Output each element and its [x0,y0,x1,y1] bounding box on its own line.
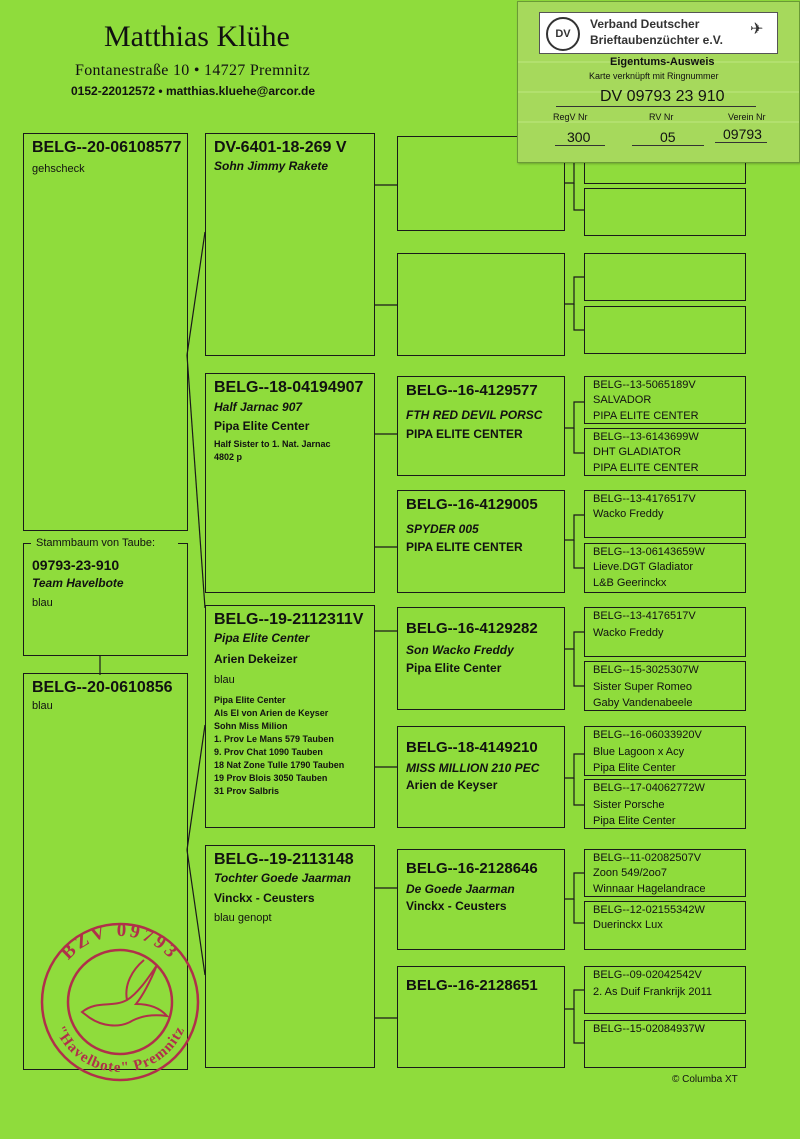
mf-color: blau [214,674,235,686]
g4-ring: BELG--17-04062772W [593,782,705,794]
card-title: Eigentums-Ausweis [610,56,715,68]
svg-text:BZV 09793 [57,920,183,964]
fm-box [205,373,375,593]
mm-name: Tochter Goede Jaarman [214,871,351,885]
club-stamp [32,920,212,1085]
mfm-box [397,726,565,828]
g4-box [584,376,746,424]
card-rule [715,142,767,143]
subject-frame-edge [23,543,31,544]
mm-ring: BELG--19-2113148 [214,851,354,868]
father-ring: BELG--20-06108577 [32,139,182,156]
g4-line: DHT GLADIATOR [593,446,682,458]
subject-frame-edge [178,543,188,544]
copyright-text: © Columba XT [672,1074,738,1085]
subject-box [23,537,188,656]
g4-ring: BELG--13-6143699W [593,431,699,443]
mmf-name: De Goede Jaarman [406,882,515,896]
ffy-box [397,253,565,356]
g4-line: Wacko Freddy [593,508,664,520]
fm-name: Half Jarnac 907 [214,400,303,414]
g4-box [584,779,746,829]
g4-box [584,661,746,711]
g4-box [584,726,746,776]
card-rule [556,106,756,107]
g4-line: Duerinckx Lux [593,919,663,931]
card-ring-number: DV 09793 23 910 [600,88,725,105]
g4-box [584,966,746,1014]
card-verein: 09793 [723,126,762,142]
g4-box [584,253,746,301]
mf-note: Sohn Miss Milion [214,721,288,731]
card-rv-label: RV Nr [649,112,674,122]
g4-line: Sister Porsche [593,799,665,811]
mff-box [397,607,565,710]
fmf-ring: BELG--16-4129577 [406,382,538,399]
mm-breeder: Vinckx - Ceusters [214,891,315,905]
fm-note: 4802 p [214,452,243,462]
mf-note: 19 Prov Blois 3050 Tauben [214,773,328,783]
g4-ring: BELG--12-02155342W [593,904,705,916]
g4-line: 2. As Duif Frankrijk 2011 [593,986,713,998]
mff-breeder: Pipa Elite Center [406,661,502,675]
mf-breeder: Arien Dekeizer [214,652,298,666]
g4-line: Wacko Freddy [593,627,664,639]
stamp-bottom-text: "Havelbote" Premnitz [51,1023,189,1077]
dv-logo-icon: DV [546,17,580,51]
fmm-breeder: PIPA ELITE CENTER [406,540,523,554]
father-color: gehscheck [32,163,85,175]
subject-color: blau [32,597,53,609]
fmf-name: FTH RED DEVIL PORSC [406,408,543,422]
g4-line: Lieve.DGT Gladiator [593,561,694,573]
g4-line: SALVADOR [593,394,652,406]
g4-box [584,188,746,236]
mf-ring: BELG--19-2112311V [214,611,364,628]
mfm-breeder: Arien de Keyser [406,778,498,792]
mmf-ring: BELG--16-2128646 [406,860,538,877]
mf-note: 18 Nat Zone Tulle 1790 Tauben [214,760,345,770]
g4-box [584,543,746,593]
subject-ring: 09793-23-910 [32,557,120,573]
mmf-breeder: Vinckx - Ceusters [406,899,507,913]
mm-color: blau genopt [214,912,272,924]
g4-ring: BELG--15-02084937W [593,1023,705,1035]
mf-name: Pipa Elite Center [214,631,310,645]
fm-note: Half Sister to 1. Nat. Jarnac [214,439,331,449]
mff-name: Son Wacko Freddy [406,643,514,657]
stamp-top-text: BZV 09793 [56,920,184,965]
subject-name: Team Havelbote [32,576,124,590]
card-org-line2: Brieftaubenzüchter e.V. [590,33,723,47]
fmm-box [397,490,565,593]
card-logo-panel [539,12,778,54]
g4-line: Blue Lagoon x Acy [593,746,685,758]
g4-ring: BELG--15-3025307W [593,664,699,676]
mmm-ring: BELG--16-2128651 [406,977,538,994]
mmm-box [397,966,565,1068]
mm-box [205,845,375,1068]
g4-line: Sister Super Romeo [593,681,693,693]
g4-line: Pipa Elite Center [593,762,676,774]
pigeon-icon: ✈ [750,21,764,38]
card-verein-label: Verein Nr [728,112,766,122]
card-subtitle: Karte verknüpft mit Ringnummer [589,71,719,81]
breeder-name: Matthias Klühe [104,20,290,53]
mf-note: 9. Prov Chat 1090 Tauben [214,747,323,757]
dove-icon [82,960,167,1025]
mf-note: Als El von Arien de Keyser [214,708,329,718]
g4-ring: BELG--11-02082507V [593,852,702,864]
mf-box [205,605,375,828]
g4-box [584,901,746,950]
mf-note: Pipa Elite Center [214,695,286,705]
mfm-ring: BELG--18-4149210 [406,739,538,756]
fmm-name: SPYDER 005 [406,522,479,536]
g4-line: Winnaar Hagelandrace [593,883,706,895]
g4-ring: BELG--13-4176517V [593,610,696,622]
mfm-name: MISS MILLION 210 PEC [406,761,540,775]
g4-box [584,490,746,538]
fm-breeder: Pipa Elite Center [214,419,310,433]
g4-ring: BELG--13-06143659W [593,546,705,558]
ff-ring: DV-6401-18-269 V [214,139,347,156]
ff-name: Sohn Jimmy Rakete [214,159,329,173]
g4-ring: BELG--09-02042542V [593,969,702,981]
card-rv: 05 [660,129,676,145]
g4-box [584,306,746,354]
g4-box [584,428,746,476]
g4-line: Pipa Elite Center [593,815,676,827]
mother-ring: BELG--20-0610856 [32,679,173,696]
breeder-address: Fontanestraße 10 • 14727 Premnitz [75,62,311,79]
fm-ring: BELG--18-04194907 [214,379,364,396]
mmf-box [397,849,565,950]
fmm-ring: BELG--16-4129005 [406,496,538,513]
card-rule [555,145,605,146]
mf-note: 31 Prov Salbris [214,786,280,796]
father-box [23,133,188,531]
fmf-box [397,376,565,476]
g4-ring: BELG--13-5065189V [593,379,696,391]
fmf-breeder: PIPA ELITE CENTER [406,427,523,441]
g4-ring: BELG--16-06033920V [593,729,702,741]
g4-ring: BELG--13-4176517V [593,493,696,505]
g4-box [584,849,746,897]
card-regv-label: RegV Nr [553,112,588,122]
card-org-line1: Verband Deutscher [590,17,700,31]
subject-label: Stammbaum von Taube: [36,537,156,549]
mf-note: 1. Prov Le Mans 579 Tauben [214,734,334,744]
mff-ring: BELG--16-4129282 [406,620,538,637]
g4-box [584,607,746,657]
card-rule [632,145,704,146]
g4-line: PIPA ELITE CENTER [593,410,699,422]
ff-box [205,133,375,356]
mother-color: blau [32,700,53,712]
breeder-contact: 0152-22012572 • matthias.kluehe@arcor.de [71,84,316,98]
g4-line: PIPA ELITE CENTER [593,462,699,474]
g4-line: Zoon 549/2oo7 [593,867,668,879]
g4-box [584,1020,746,1068]
g4-line: Gaby Vandenabeele [593,697,693,709]
g4-line: L&B Geerinckx [593,577,667,589]
svg-text:"Havelbote" Premnitz [52,1024,189,1077]
card-regv: 300 [567,129,591,145]
